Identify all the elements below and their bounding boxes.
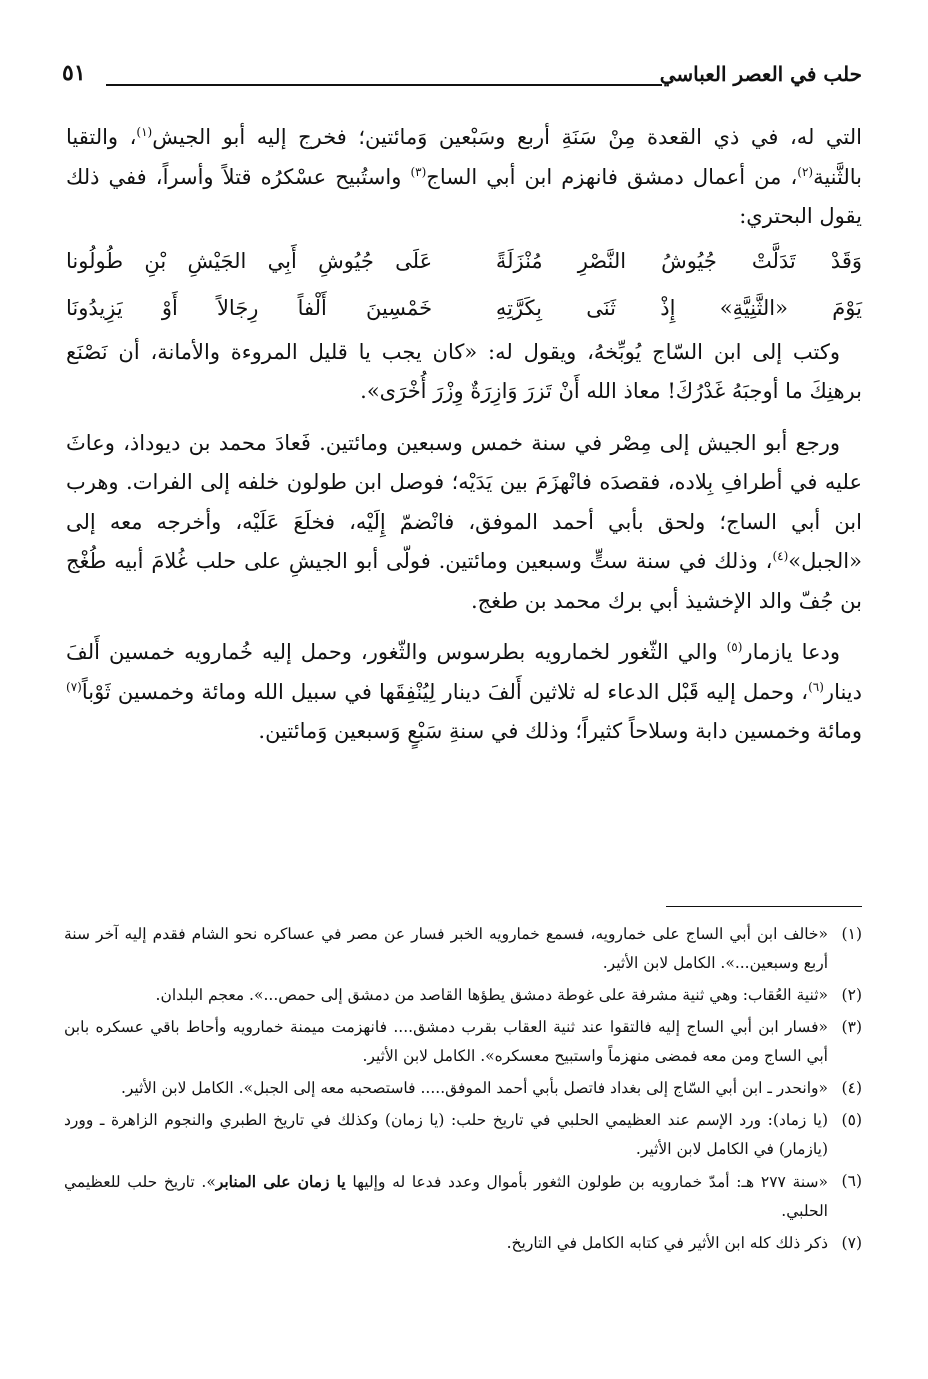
footnote-ref-6[interactable]: (٦) [808,679,824,694]
paragraph-2: وكتب إلى ابن السّاج يُوبِّخهُ، ويقول له: «كان يجب يا قليل المروءة والأمانة، أن نَصْنَع برهنِكَ ما أوجبَهُ غَدْرُكَ! معاذ الله أَنْ تَزرَ وَازِرَةٌ وِزْرَ أُخْرَى». [66,339,862,403]
footnote-text: «ثنية العُقاب: وهي ثنية مشرفة على غوطة دمشق يطؤها القاصد من دمشق إلى حمص...». معجم البلدان. [155,986,828,1004]
footnote-ref-5[interactable]: (٥) [726,640,743,654]
paragraph-3-part-b: ، وذلك في سنة ستٍّ وسبعين ومائتين. فولّى أبو الجيشِ على حلب غُلامَ أبيه طُغْج بن جُفّ والد الإخشيذ أبي برك محمد بن طغج. [66,549,862,613]
paragraph-4-part-b: والي الثّغور لخمارويه بطرسوس والثّغور، وحمل إليه خُمارويه خمسين أَلفَ دينار [66,640,862,704]
footnote-text: «وانحدر ـ ابن أبي السّاج إلى بغداد فاتصل بأبي أحمد الموفق..... فاستصحبه معه إلى الجبل». الكامل لابن الأثير. [120,1079,828,1097]
footnote-number: (٣) [841,1018,862,1036]
footnote-6 [64,1167,862,1226]
verse-line-2 [66,286,862,331]
footnote-ref-4[interactable]: (٤) [772,549,789,563]
footnote-separator [666,906,862,907]
paragraph-1-part-d: واستُبيح عسْكرُه قتلاً وأسراً، ففي ذلك يقول البحتري: [66,164,862,228]
paragraph-1-part-c: ، من أعمال دمشق فانهزم ابن أبي الساج [426,164,798,189]
verse-2-second-hemistich: خَمْسِينَ أَلْفاً رِجَالاً أَوْ يَزِيدُونَا [66,295,433,320]
footnote-number: (٢) [841,986,862,1004]
footnote-number: (٧) [841,1234,862,1252]
footnote-ref-1[interactable]: (١) [136,125,153,139]
footnote-text-part-a: «سنة ٢٧٧ هـ: أمدّ خمارويه بن طولون الثغور بأموال وعدد فدعا له وإليها [345,1173,828,1191]
footnote-3 [64,1013,862,1071]
paragraph-4-part-a: ودعا يازمار [742,640,840,664]
paragraph-gap [66,412,862,424]
footnote-5 [64,1106,862,1164]
footnote-7 [64,1229,862,1258]
footnote-2 [64,981,862,1010]
paragraph-1 [66,118,862,237]
footnote-text [64,1167,828,1226]
footnote-number: (١) [841,925,862,943]
verse-1-second-hemistich: عَلَى جُيُوشِ أَبِي الجَيْشِ بْنِ طُولُونا [66,248,433,273]
footnote-text-bold: يا زمان على المنابر [215,1172,346,1191]
verse-2-first-hemistich: يَوْمَ «الثَّنِيَّةِ» إِذْ ثَنَى بِكَرَّتِهِ [495,295,862,320]
footnote-number: (٦) [841,1172,862,1190]
running-header [62,62,862,98]
footnote-1 [64,920,862,978]
paragraph-3-part-a: ورجع أبو الجيش إلى مِصْر في سنة خمس وسبعين ومائتين. فَعادَ محمد بن ديوداذ، وعاثَ عليه في أطرافِ بِلاده، فقصدَه فانْهزَمَ بين يَدَيْه؛ فوصل ابن طولون خلفه إلى الفرات. وهرب ابن أبي الساج؛ ولحق بأبي أحمد الموفق، فانْضمّ إِلَيْه، فخلَعَ عَلَيْه، وأخرجه معه إلى «الجبل» [66,430,862,573]
page-number: ٥١ [62,60,86,86]
paragraph-4-part-c: ، وحمل إليه قَبْل الدعاء له ثلاثين أَلفَ دينار لِيُنْفِقَها في سبيل الله ومائة وخمسين ثَوْباً [81,679,809,704]
paragraph-1-part-b: ، والتقيا بالثَّنية [66,125,862,189]
footnotes [64,920,862,1261]
footnote-text-part-b: ». تاريخ حلب للعظيمي الحلبي. [64,1173,828,1220]
footnote-number: (٥) [841,1111,862,1129]
verse-1-first-hemistich: وَقَدْ تَدَلَّتْ جُيُوشُ النَّصْرِ مُنْزَلَةً [495,248,862,273]
header-rule [106,84,662,86]
paragraph-1-part-a: التي له، في ذي القعدة مِنْ سَنَةِ أربع وسَبْعين وَمائتين؛ فخرج إليه أبو الجيش [152,125,862,149]
running-header-title: حلب في العصر العباسي [659,62,862,86]
footnote-text: ذكر ذلك كله ابن الأثير في كتابه الكامل في التاريخ. [506,1234,828,1252]
footnote-ref-7[interactable]: (٧) [66,679,82,694]
footnote-ref-3[interactable]: (٣) [410,164,427,179]
footnote-4 [64,1074,862,1103]
footnote-ref-2[interactable]: (٢) [797,164,814,179]
footnote-text: «خالف ابن أبي الساج على خمارويه، فسمع خمارويه الخبر فسار عن مصر في عساكره نحو الشام فقدم إليه آخر سنة أربع وسبعين...». الكامل لابن الأثير. [64,925,828,972]
footnote-text: «فسار ابن أبي الساج إليه فالتقوا عند ثنية العقاب بقرب دمشق.... فانهزمت ميمنة خمارويه وأحاط باقي عسكره بابن أبي الساج ومن معه فمضى منهزماً واستبيح معسكره». الكامل لابن الأثير. [64,1018,828,1065]
footnote-number: (٤) [841,1079,862,1097]
paragraph-4 [66,633,862,752]
verse-line-1 [66,239,862,284]
paragraph-gap [66,621,862,633]
main-text [66,118,862,752]
paragraph-3 [66,424,862,622]
paragraph-4-part-d: ومائة وخمسين دابة وسلاحاً كثيراً؛ وذلك في سنةِ سَبْعٍ وَسبعين وَمائتين. [258,719,862,743]
footnote-text: (يا زماد): ورد الإسم عند العظيمي الحلبي في تاريخ حلب: (يا زمان) وكذلك في تاريخ الطبري والنجوم الزاهرة ـ وورد (يازمار) في الكامل لابن الأثير. [64,1111,828,1158]
